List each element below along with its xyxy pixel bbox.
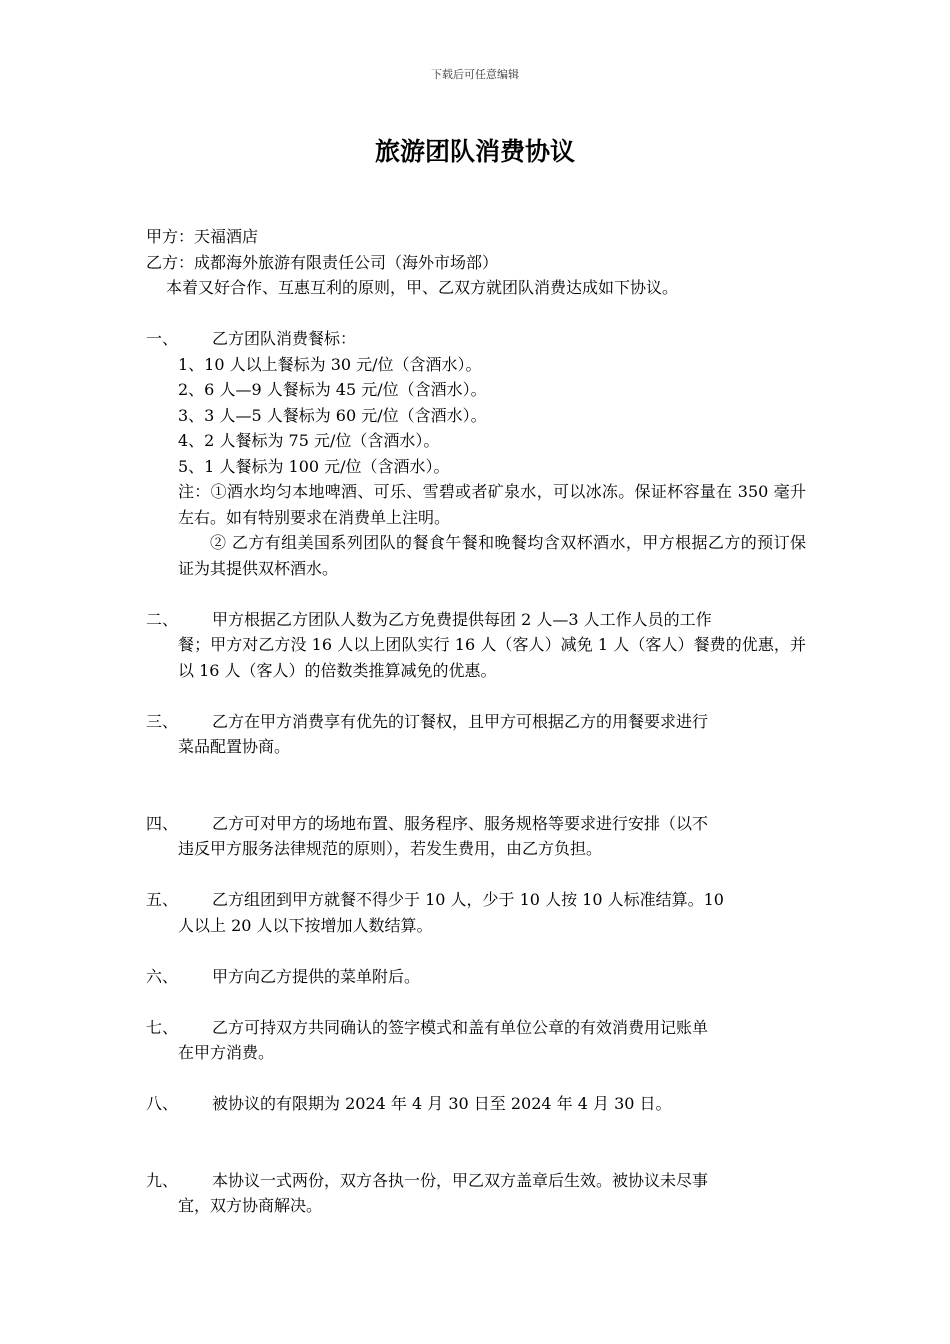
spacer <box>146 938 806 964</box>
clause-text-first: 甲方根据乙方团队人数为乙方免费提供每团 2 人—3 人工作人员的工作 <box>212 609 712 629</box>
document-title: 旅游团队消费协议 <box>374 137 575 166</box>
spacer <box>146 301 806 327</box>
clause-1-note-2: ② 乙方有组美国系列团队的餐食午餐和晚餐均含双杯酒水，甲方根据乙方的预订保证为其提供双杯酒水。 <box>178 533 806 578</box>
clause-4 <box>146 811 806 862</box>
meal-standard-item: 3、3 人—5 人餐标为 60 元/位（含酒水）。 <box>178 405 487 425</box>
clause-number: 三、 <box>146 711 179 731</box>
header-note: 下载后可任意编辑 <box>431 68 519 81</box>
meal-standard-item: 5、1 人餐标为 100 元/位（含酒水）。 <box>178 456 450 476</box>
clause-number: 二、 <box>146 609 179 629</box>
clause-text-first: 乙方可对甲方的场地布置、服务程序、服务规格等要求进行安排（以不 <box>212 813 709 833</box>
spacer <box>146 581 806 607</box>
intro-paragraph: 本着又好合作、互惠互利的原则，甲、乙双方就团队消费达成如下协议。 <box>166 278 679 297</box>
clause-number: 六、 <box>146 966 179 986</box>
clause-1-note-1: 注：①酒水均匀本地啤酒、可乐、雪碧或者矿泉水，可以冰冻。保证杯容量在 350 毫升左右。如有特别要求在消费单上注明。 <box>178 482 806 527</box>
spacer <box>146 862 806 888</box>
clause-text: 乙方团队消费餐标： <box>212 329 357 348</box>
clause-5 <box>146 887 806 938</box>
clause-number: 八、 <box>146 1094 179 1113</box>
clause-3 <box>146 709 806 760</box>
clause-text-first: 乙方可持双方共同确认的签字模式和盖有单位公章的有效消费用记账单 <box>212 1017 709 1037</box>
clause-text-rest: 人以上 20 人以下按增加人数结算。 <box>178 915 433 935</box>
meal-standard-item: 1、10 人以上餐标为 30 元/位（含酒水）。 <box>178 354 482 374</box>
clause-7 <box>146 1015 806 1066</box>
clause-text-first: 甲方向乙方提供的菜单附后。 <box>212 966 421 986</box>
document-body <box>146 224 806 1219</box>
clause-number: 五、 <box>146 890 179 909</box>
clause-number: 四、 <box>146 813 179 833</box>
clause-text-first: 本协议一式两份，双方各执一份，甲乙双方盖章后生效。被协议未尽事 <box>212 1170 709 1190</box>
clause-2 <box>146 607 806 684</box>
party-b: 乙方：成都海外旅游有限责任公司（海外市场部） <box>146 252 499 272</box>
clause-text-rest: 宜，双方协商解决。 <box>178 1196 323 1215</box>
meal-standard-item: 4、2 人餐标为 75 元/位（含酒水）。 <box>178 431 440 450</box>
clause-text-first: 乙方组团到甲方就餐不得少于 10 人，少于 10 人按 10 人标准结算。10 <box>212 890 724 909</box>
clause-text-first: 乙方在甲方消费享有优先的订餐权，且甲方可根据乙方的用餐要求进行 <box>212 711 709 731</box>
clause-number: 一、 <box>146 329 179 348</box>
clause-number: 七、 <box>146 1017 179 1037</box>
clause-text-rest: 餐；甲方对乙方没 16 人以上团队实行 16 人（客人）减免 1 人（客人）餐费的优惠，并以 16 人（客人）的倍数类推算减免的优惠。 <box>178 635 806 680</box>
clause-9 <box>146 1168 806 1219</box>
spacer <box>146 683 806 709</box>
party-a: 甲方：天福酒店 <box>146 227 259 246</box>
meal-standard-item: 2、6 人—9 人餐标为 45 元/位（含酒水）。 <box>178 380 487 399</box>
clause-8 <box>146 1091 806 1117</box>
spacer <box>146 1066 806 1092</box>
clause-text-rest: 菜品配置协商。 <box>178 737 291 756</box>
spacer <box>146 798 806 811</box>
spacer <box>146 1155 806 1168</box>
spacer <box>146 760 806 798</box>
spacer <box>146 989 806 1015</box>
spacer <box>146 1117 806 1155</box>
clause-6 <box>146 964 806 990</box>
clause-1-heading <box>146 326 806 352</box>
clause-text-first: 被协议的有限期为 2024 年 4 月 30 日至 2024 年 4 月 30 日。 <box>212 1094 672 1113</box>
clause-text-rest: 违反甲方服务法律规范的原则），若发生费用，由乙方负担。 <box>178 839 603 858</box>
clause-number: 九、 <box>146 1170 179 1190</box>
clause-text-rest: 在甲方消费。 <box>178 1043 275 1062</box>
